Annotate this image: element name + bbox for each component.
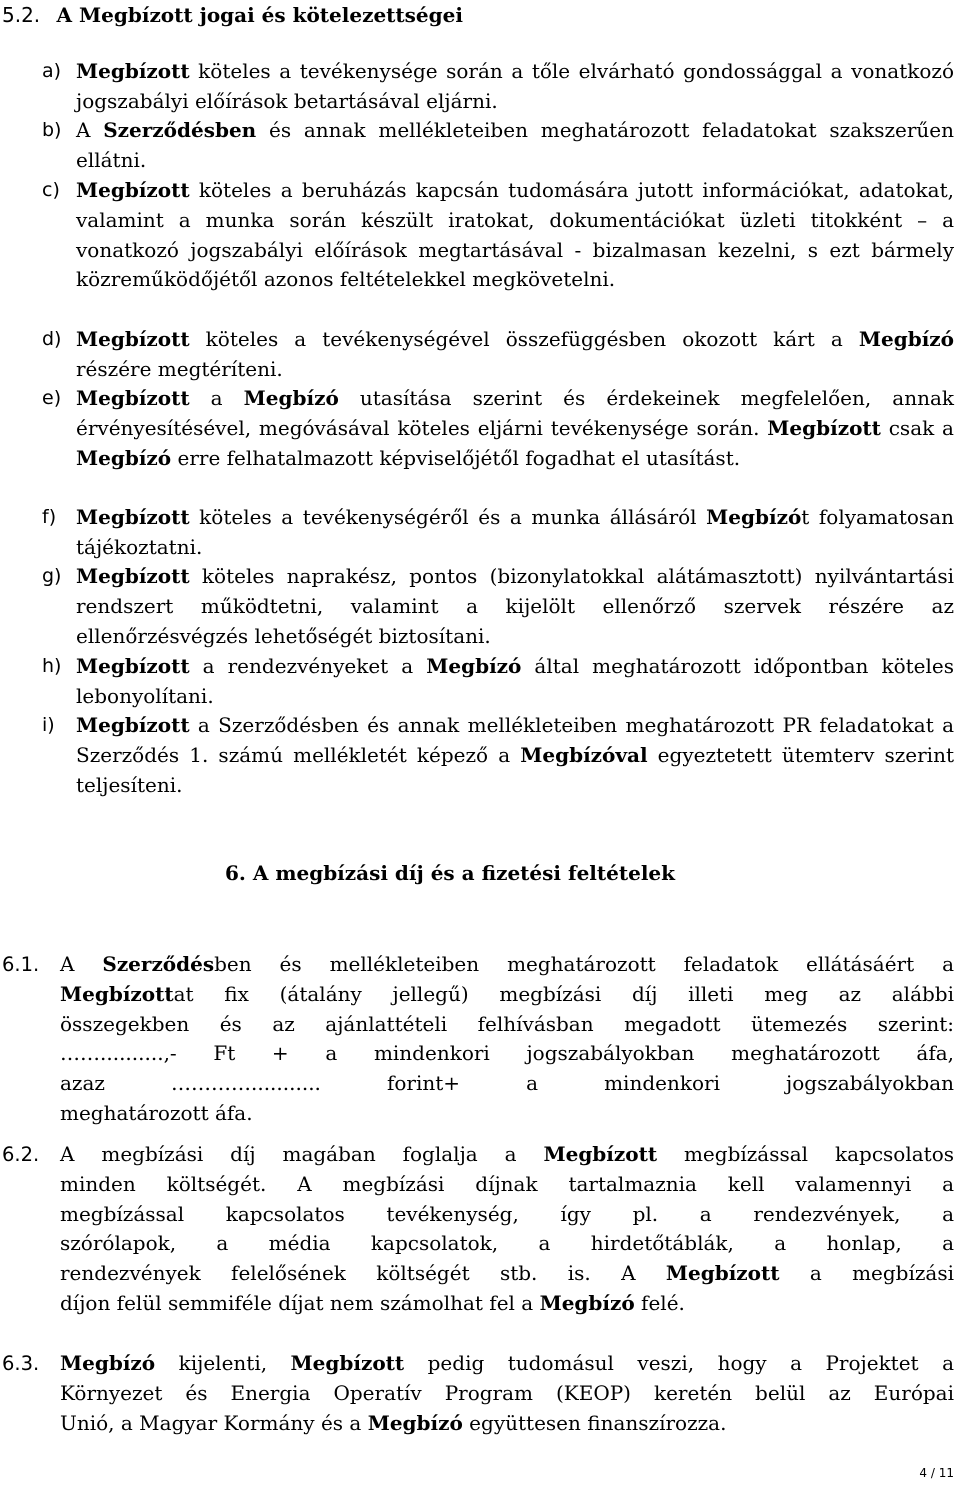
paragraph-text <box>60 1140 954 1319</box>
text-run: a <box>189 386 244 410</box>
item-label: b) <box>42 119 62 141</box>
item-text <box>76 652 954 712</box>
text-line <box>60 1229 954 1259</box>
text-line <box>60 1200 954 1230</box>
numbered-paragraph <box>2 950 954 1129</box>
text-run: szórólapok, a média kapcsolatok, a hirdetőtáblák, a honlap, a <box>60 1231 954 1256</box>
bold-term: Megbízó <box>76 445 172 470</box>
text-run: ben és mellékleteiben meghatározott feladatok ellátásáért a <box>214 952 954 976</box>
bold-term: Megbízott <box>76 327 190 351</box>
paragraph-number: 6.2. <box>2 1143 40 1166</box>
text-line <box>60 1379 954 1409</box>
obligation-item <box>42 652 954 712</box>
item-label: d) <box>42 328 62 350</box>
obligation-item <box>42 503 954 563</box>
text-run: azaz …………........... forint+ a mindenkori jogszabályokban <box>60 1071 954 1096</box>
bold-term: Megbízó <box>243 386 339 410</box>
bold-term: Szerződésben <box>103 118 257 142</box>
text-run: és annak mellékleteiben meghatározott feladatokat szakszerűen ellátni. <box>76 118 954 172</box>
text-run: a megbízási <box>779 1261 954 1286</box>
text-run: Unió, a Magyar Kormány és a <box>60 1410 368 1435</box>
item-label: e) <box>42 387 62 409</box>
paragraph-number: 6.1. <box>2 953 40 976</box>
text-run: rendezvények felelősének költségét stb. is. A <box>60 1261 666 1286</box>
bold-term: Megbízott <box>76 59 190 83</box>
text-run: összegekben és az ajánlattételi felhívásban megadott ütemezés szerint: <box>60 1011 954 1036</box>
section-title: A Megbízott jogai és kötelezettségei <box>56 3 463 27</box>
text-run: utasítása szerint és érdekeinek megfelelően, annak érvényesítésével, megóvásával köteles eljárni tevékenysége során. <box>76 386 954 440</box>
item-text <box>76 503 954 563</box>
text-run: t folyamatosan tájékoztatni. <box>76 505 955 559</box>
text-run: köteles a tevékenysége során a tőle elvárható gondossággal a vonatkozó jogszabályi előírások betartásával eljárni. <box>76 59 954 113</box>
text-run: A megbízási díj magában foglalja a <box>60 1142 544 1166</box>
bold-term: Megbízó <box>367 1410 463 1435</box>
text-run: díjon felül semmiféle díjat nem számolhat fel a <box>60 1290 540 1315</box>
text-run: megbízással kapcsolatos <box>657 1142 954 1166</box>
text-run: köteles a tevékenységével összefüggésben okozott kárt a <box>189 327 859 351</box>
item-label: c) <box>42 179 60 201</box>
bold-term: Megbízó <box>858 327 954 351</box>
item-label: i) <box>42 714 55 736</box>
text-run: at fix (átalány jellegű) megbízási díj illeti meg az alábbi <box>173 981 954 1006</box>
bold-term: Megbízó <box>706 505 802 529</box>
section-number: 5.2. <box>2 3 41 27</box>
text-run: a Szerződésben és annak mellékleteiben meghatározott PR feladatokat a Szerződés 1. számú mellékletét képező a <box>76 713 954 767</box>
text-run: részére megtéríteni. <box>76 356 283 381</box>
text-run: köteles a tevékenységéről és a munka állásáról <box>189 505 707 529</box>
text-run: erre felhatalmazott képviselőjétől fogadhat el utasítást. <box>171 445 741 470</box>
section-heading <box>2 0 463 30</box>
bold-term: Megbízott <box>76 505 190 529</box>
bold-term: Megbízó <box>426 654 522 678</box>
text-line <box>60 1349 954 1379</box>
text-line <box>60 1099 954 1129</box>
bold-term: Megbízott <box>665 1261 780 1286</box>
item-text <box>76 57 954 117</box>
text-line <box>60 1289 954 1319</box>
obligation-item <box>42 384 954 473</box>
item-text <box>76 562 954 651</box>
bold-term: Megbízóval <box>520 742 648 767</box>
text-run: köteles naprakész, pontos (bizonylatokkal alátámasztott) nyilvántartási rendszert működtetni, valamint a kijelölt ellenőrző szervek részére az ellenőrzésvégzés lehetőségét biztosítani. <box>76 564 954 648</box>
text-line <box>60 950 954 980</box>
bold-term: Megbízott <box>76 564 190 588</box>
bold-term: Megbízott <box>543 1142 658 1166</box>
text-line <box>60 1069 954 1099</box>
bold-term: Megbízott <box>76 178 190 202</box>
text-run: a rendezvényeket a <box>189 654 427 678</box>
text-run: csak a <box>880 415 954 440</box>
bold-term: Megbízott <box>76 654 190 678</box>
paragraph-text <box>60 950 954 1129</box>
obligation-item <box>42 562 954 651</box>
obligation-item <box>42 711 954 800</box>
bold-term: Megbízó <box>539 1290 635 1315</box>
numbered-paragraph <box>2 1349 954 1438</box>
item-label: h) <box>42 655 62 677</box>
obligation-item <box>42 116 954 176</box>
obligation-item <box>42 176 954 295</box>
text-run: Környezet és Energia Operatív Program (KEOP) keretén belül az Európai <box>60 1380 954 1405</box>
text-line <box>60 1039 954 1069</box>
item-text <box>76 711 954 800</box>
bold-term: Megbízott <box>76 713 190 737</box>
text-run: kijelenti, <box>155 1351 291 1375</box>
bold-term: Megbízott <box>60 981 174 1006</box>
text-line <box>60 1010 954 1040</box>
text-line <box>60 980 954 1010</box>
text-line <box>60 1140 954 1170</box>
text-run: A <box>60 952 103 976</box>
item-text <box>76 116 954 176</box>
text-run: felé. <box>634 1290 685 1315</box>
bold-term: Szerződés <box>102 952 215 976</box>
item-label: g) <box>42 565 62 587</box>
chapter-title: 6. A megbízási díj és a fizetési feltételek <box>225 861 675 885</box>
item-text <box>76 176 954 295</box>
bold-term: Megbízott <box>76 386 190 410</box>
bold-term: Megbízott <box>290 1351 405 1375</box>
text-run: által meghatározott időpontban köteles lebonyolítani. <box>76 654 954 708</box>
numbered-paragraph <box>2 1140 954 1319</box>
text-run: meghatározott áfa. <box>60 1100 253 1125</box>
paragraph-text <box>60 1349 954 1438</box>
text-line <box>60 1259 954 1289</box>
page-number: 4 / 11 <box>919 1466 954 1480</box>
text-run: ……..........,- Ft + a mindenkori jogszabályokban meghatározott áfa, <box>60 1041 954 1066</box>
text-line <box>60 1409 954 1439</box>
item-label: f) <box>42 506 57 528</box>
paragraph-number: 6.3. <box>2 1352 40 1375</box>
obligation-item <box>42 325 954 385</box>
bold-term: Megbízó <box>60 1351 156 1375</box>
item-label: a) <box>42 60 62 82</box>
text-run: együttesen finanszírozza. <box>462 1410 727 1435</box>
text-run: megbízással kapcsolatos tevékenység, így pl. a rendezvények, a <box>60 1201 954 1226</box>
bold-term: Megbízott <box>767 415 881 440</box>
item-text <box>76 384 954 473</box>
obligation-item <box>42 57 954 117</box>
text-run: minden költségét. A megbízási díjnak tartalmaznia kell valamennyi a <box>60 1171 954 1196</box>
text-run: köteles a beruházás kapcsán tudomására jutott információkat, adatokat, valamint a munka során készült iratokat, dokumentációkat üzleti titokként – a vonatkozó jogszabályi előírások megtartásával - bizalmasan kezelni, s ezt bármely közreműködőjétől azonos feltételekkel megkövetelni. <box>76 178 954 292</box>
text-run: egyeztetett ütemterv szerint teljesíteni. <box>76 742 954 797</box>
text-run: A <box>76 118 104 142</box>
text-run: pedig tudomásul veszi, hogy a Projektet a <box>404 1351 954 1375</box>
text-line <box>60 1170 954 1200</box>
item-text <box>76 325 954 385</box>
